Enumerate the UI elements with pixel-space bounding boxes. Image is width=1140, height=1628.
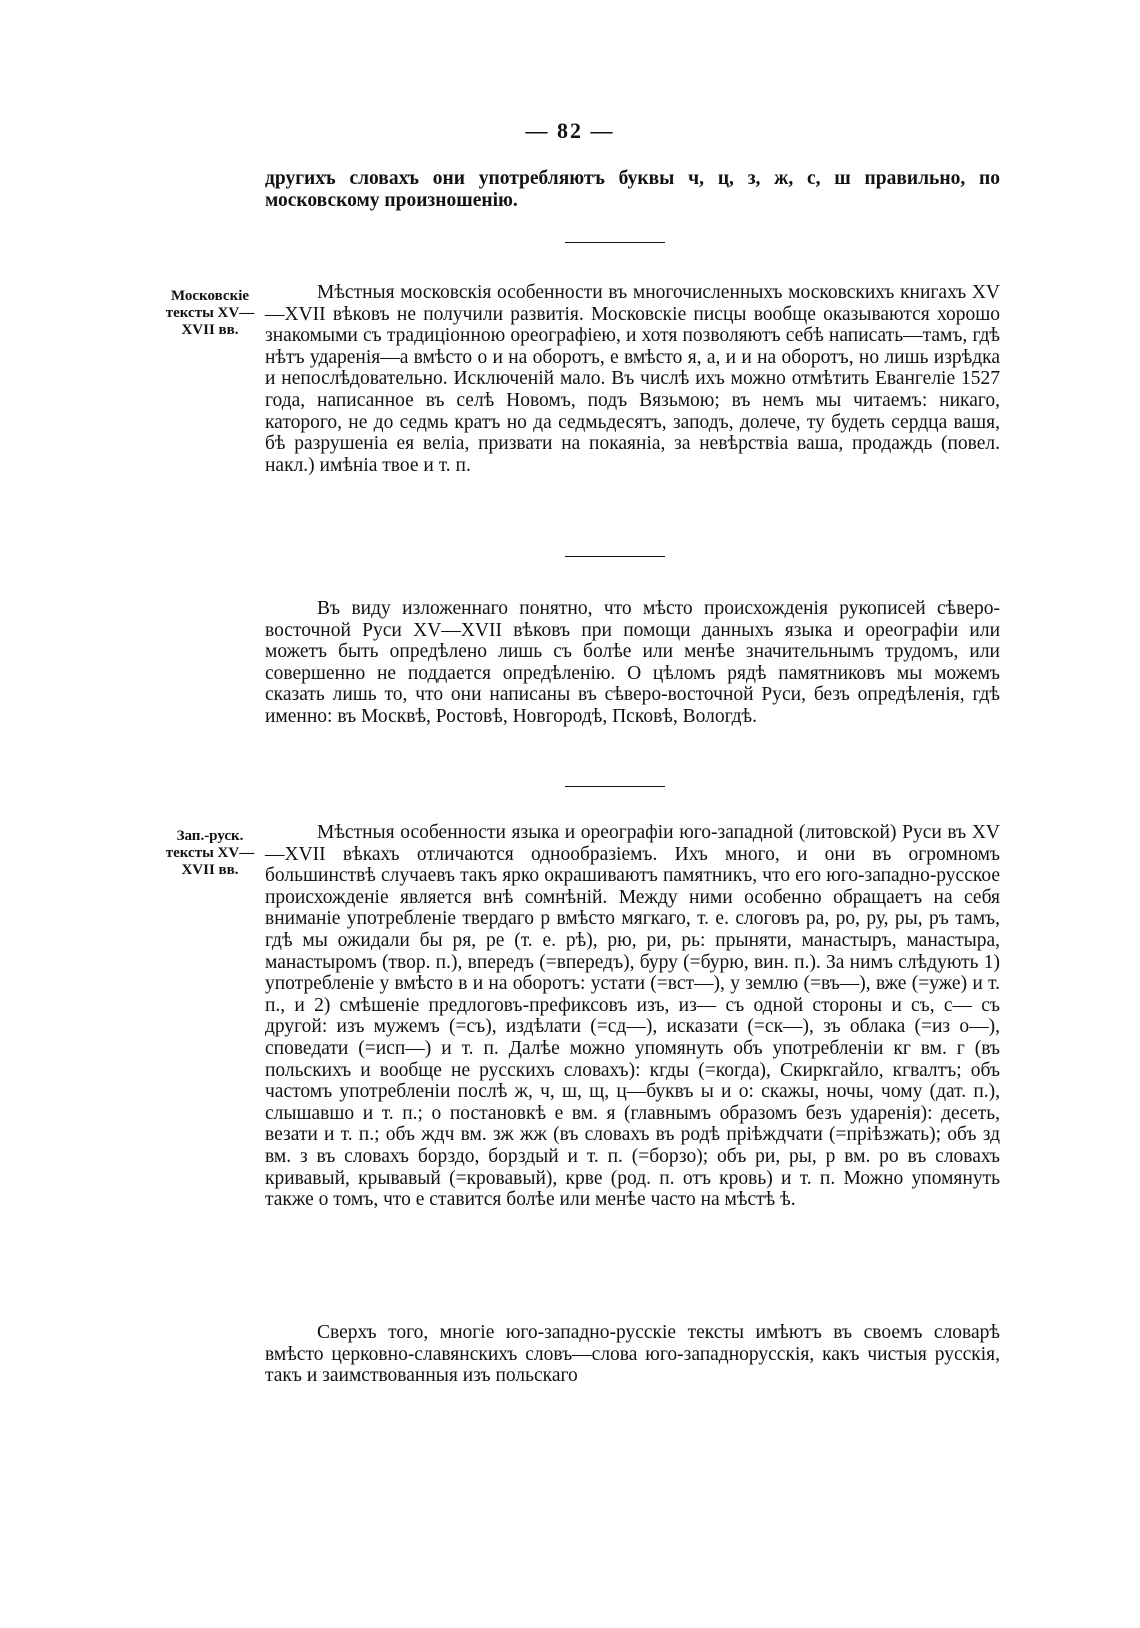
paragraph-moscow: Мѣстныя московскія особенности въ многочисленныхъ московскихъ книгахъ XV—XVII вѣковъ не получили развитія. Московскіе писцы вообще оказываются хорошо знакомыми съ традиціонною ореографіею, и хотя позволяютъ себѣ написать—тамъ, гдѣ нѣтъ ударенія—а вмѣсто о и на оборотъ, е вмѣсто я, а, и и на оборотъ, но лишь изрѣдка и непослѣдовательно. Исключеній мало. Въ числѣ ихъ можно отмѣтить Евангеліе 1527 года, написанное въ селѣ Новомъ, подъ Вязьмою; въ немъ мы читаемъ: никаго, каторого, не до седмь кратъ но да седмьдесятъ, заподъ, долече, ту будеть сердца вашя, бѣ разрушеніа ея веліа, призвати на покаяніа, за невѣрствіа ваша, продаждь (повел. накл.) имѣніа твое и т. п.	[265, 282, 1000, 476]
divider-2	[565, 556, 665, 557]
divider-1	[565, 242, 665, 243]
page-number: — 82 —	[525, 118, 615, 143]
paragraph-vocabulary: Сверхъ того, многіе юго-западно-русскіе тексты имѣютъ въ своемъ словарѣ вмѣсто церковно-славянскихъ словъ—слова юго-западнорусскія, какъ чистыя русскія, такъ и заимствованныя изъ польскаго	[265, 1322, 1000, 1387]
margin-note-moscow: Московскіе тексты XV—XVII вв.	[165, 288, 255, 338]
intro-paragraph: другихъ словахъ они употребляютъ буквы ч, ц, з, ж, с, ш правильно, по московскому произношенію.	[265, 168, 1000, 211]
margin-note-southwest: Зап.-руск. тексты XV—XVII вв.	[165, 828, 255, 878]
paragraph-conclusion: Въ виду изложеннаго понятно, что мѣсто происхожденія рукописей сѣверо-восточной Руси XV—XVII вѣковъ при помощи данныхъ языка и ореографіи или можетъ быть опредѣлено лишь съ болѣе или менѣе значительнымъ трудомъ, или совершенно не поддается опредѣленію. О цѣломъ рядѣ памятниковъ мы можемъ сказать лишь то, что они написаны въ сѣверо-восточной Руси, безъ опредѣленія, гдѣ именно: въ Москвѣ, Ростовѣ, Новгородѣ, Псковѣ, Вологдѣ.	[265, 598, 1000, 727]
paragraph-southwest: Мѣстныя особенности языка и ореографіи юго-западной (литовской) Руси въ XV—XVII вѣкахъ отличаются однообразіемъ. Ихъ много, и они въ огромномъ большинствѣ случаевъ такъ ярко окрашиваютъ памятникъ, что его юго-западно-русское происхожденіе является внѣ сомнѣній. Между ними особенно обращаетъ на себя вниманіе употребленіе твердаго р вмѣсто мягкаго, т. е. слоговъ ра, ро, ру, ры, ръ тамъ, гдѣ мы ожидали бы ря, ре (т. е. рѣ), рю, ри, рь: прыняти, манастыръ, манастыра, манастыромъ (твор. п.), впередъ (=впередъ), буру (=бурю, вин. п.). За нимъ слѣдують 1) употребленіе у вмѣсто в и на оборотъ: устати (=вст—), у землю (=въ—), вже (=уже) и т. п., и 2) смѣшеніе предлоговъ-префиксовъ изъ, из— съ одной стороны и съ, с— съ другой: изъ мужемъ (=съ), издѣлати (=сд—), исказати (=ск—), зъ облака (=из о—), споведати (=исп—) и т. п. Далѣе можно упомянуть объ употребленіи кг вм. г (въ польскихъ и вообще не русскихъ словахъ): кгды (=когда), Скиркгайло, кгвалтъ; объ частомъ употребленіи послѣ ж, ч, ш, щ, ц—буквъ ы и о: скажы, ночы, чому (дат. п.), слышавшо и т. п.; о постановкѣ е вм. я (главнымъ образомъ безъ ударенія): десеть, везати и т. п.; объ ждч вм. зж жж (въ словахъ въ родѣ прiѣждчати (=прiѣзжать); объ зд вм. з въ словахъ борздо, борздый и т. п. (=борзо); объ ри, ры, р вм. рo въ словахъ кривавый, крывавый (=кровавый), крве (род. п. отъ кровь) и т. п. Можно упомянуть также о томъ, что е ставится болѣе или менѣе часто на мѣстѣ ѣ.	[265, 822, 1000, 1211]
divider-3	[565, 786, 665, 787]
